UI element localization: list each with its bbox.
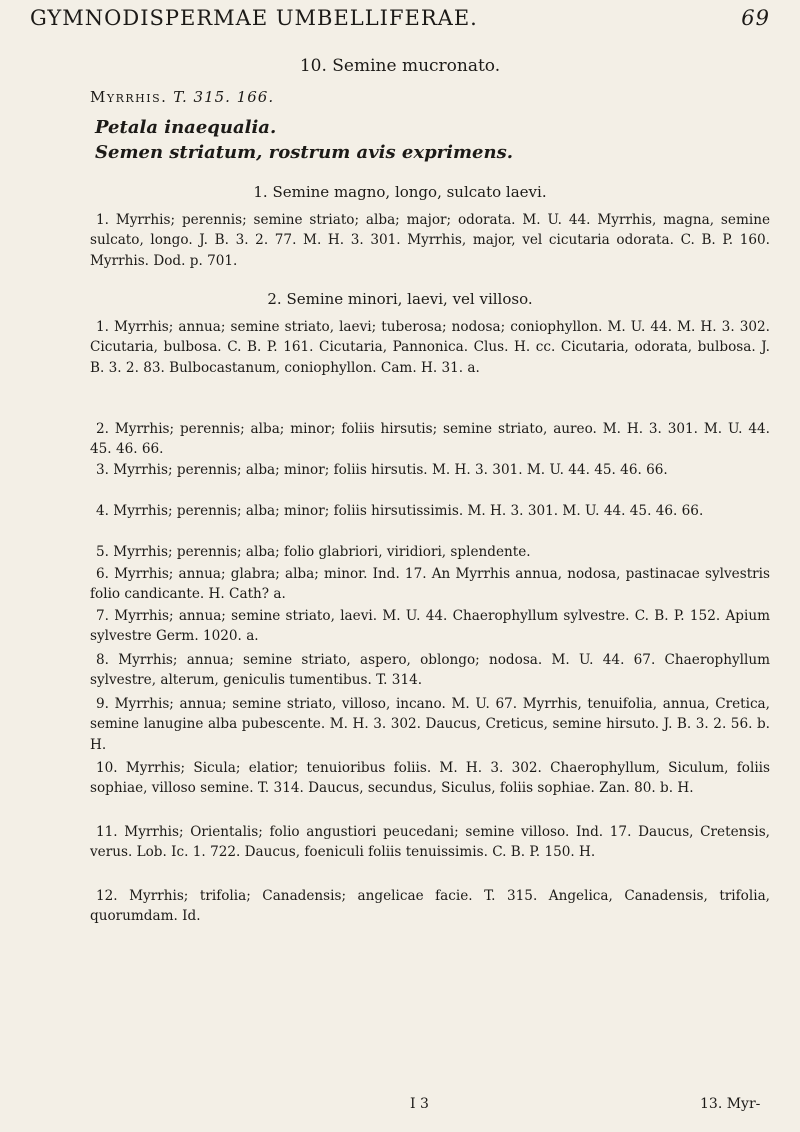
genus-character-seed: Semen striatum, rostrum avis exprimens. — [95, 142, 513, 163]
species-entry: 5. Myrrhis; perennis; alba; folio glabriori, viridiori, splendente. — [96, 544, 531, 560]
species-entry: 9. Myrrhis; annua; semine striato, villoso, incano. M. U. 67. Myrrhis, tenuifolia, annua, Cretica, semine lanugine alba pubescente. M. H. 3. 302. Daucus, Creticus, semine hirsuto. J. B. 3. 2. 56. b. H. — [90, 696, 770, 753]
subsection-title: 1. Semine magno, longo, sulcato laevi. — [253, 183, 547, 201]
subsection-title: 2. Semine minori, laevi, vel villoso. — [267, 290, 533, 308]
species-entry: 7. Myrrhis; annua; semine striato, laevi. M. U. 44. Chaerophyllum sylvestre. C. B. P. 152. Apium sylvestre Germ. 1020. a. — [90, 608, 770, 645]
page-number: 69 — [741, 6, 770, 30]
genus-name: Myrrhis. — [90, 88, 168, 106]
species-entry: 11. Myrrhis; Orientalis; folio angustiori peucedani; semine villoso. Ind. 17. Daucus, Cretensis, verus. Lob. Ic. 1. 722. Daucus, foeniculi foliis tenuissimis. C. B. P. 150. H. — [90, 824, 770, 861]
running-title: GYMNODISPERMAE UMBELLIFERAE. — [30, 6, 478, 30]
genus-heading — [90, 88, 274, 106]
species-entry: 8. Myrrhis; annua; semine striato, aspero, oblongo; nodosa. M. U. 44. 67. Chaerophyllum sylvestre, alterum, geniculis tumentibus. T. 314. — [90, 652, 770, 689]
species-entry: 1. Myrrhis; perennis; semine striato; alba; major; odorata. M. U. 44. Myrrhis, magna, semine sulcato, longo. J. B. 3. 2. 77. M. H. 3. 301. Myrrhis, major, vel cicutaria odorata. C. B. P. 160. Myrrhis. Dod. p. 701. — [90, 212, 770, 269]
catchword: 13. Myr- — [700, 1096, 761, 1112]
species-entry: 6. Myrrhis; annua; glabra; alba; minor. Ind. 17. An Myrrhis annua, nodosa, pastinacae sylvestris folio candicante. H. Cath? a. — [90, 566, 770, 603]
species-entry: 10. Myrrhis; Sicula; elatior; tenuioribus foliis. M. H. 3. 302. Chaerophyllum, Siculum, foliis sophiae, villoso semine. T. 314. Daucus, secundus, Siculus, foliis sophiae. Zan. 80. b. H. — [90, 760, 770, 797]
species-entry: 12. Myrrhis; trifolia; Canadensis; angelicae facie. T. 315. Angelica, Canadensis, trifolia, quorumdam. Id. — [90, 888, 770, 925]
genus-character-petals: Petala inaequalia. — [95, 117, 277, 138]
genus-reference: T. 315. 166. — [173, 88, 275, 106]
species-entry: 4. Myrrhis; perennis; alba; minor; foliis hirsutissimis. M. H. 3. 301. M. U. 44. 45. 46. 66. — [96, 503, 704, 519]
signature-mark: I 3 — [410, 1096, 429, 1112]
running-header — [30, 6, 770, 36]
species-entry: 3. Myrrhis; perennis; alba; minor; foliis hirsutis. M. H. 3. 301. M. U. 44. 45. 46. 66. — [96, 462, 668, 478]
section-title: 10. Semine mucronato. — [299, 56, 501, 76]
species-entry: 2. Myrrhis; perennis; alba; minor; foliis hirsutis; semine striato, aureo. M. H. 3. 301. M. U. 44. 45. 46. 66. — [90, 421, 770, 458]
species-entry: 1. Myrrhis; annua; semine striato, laevi; tuberosa; nodosa; coniophyllon. M. U. 44. M. H. 3. 302. Cicutaria, bulbosa. C. B. P. 161. Cicutaria, Pannonica. Clus. H. cc. Cicutaria, odorata, bulbosa. J. B. 3. 2. 83. Bulbocastanum, coniophyllon. Cam. H. 31. a. — [90, 319, 770, 376]
